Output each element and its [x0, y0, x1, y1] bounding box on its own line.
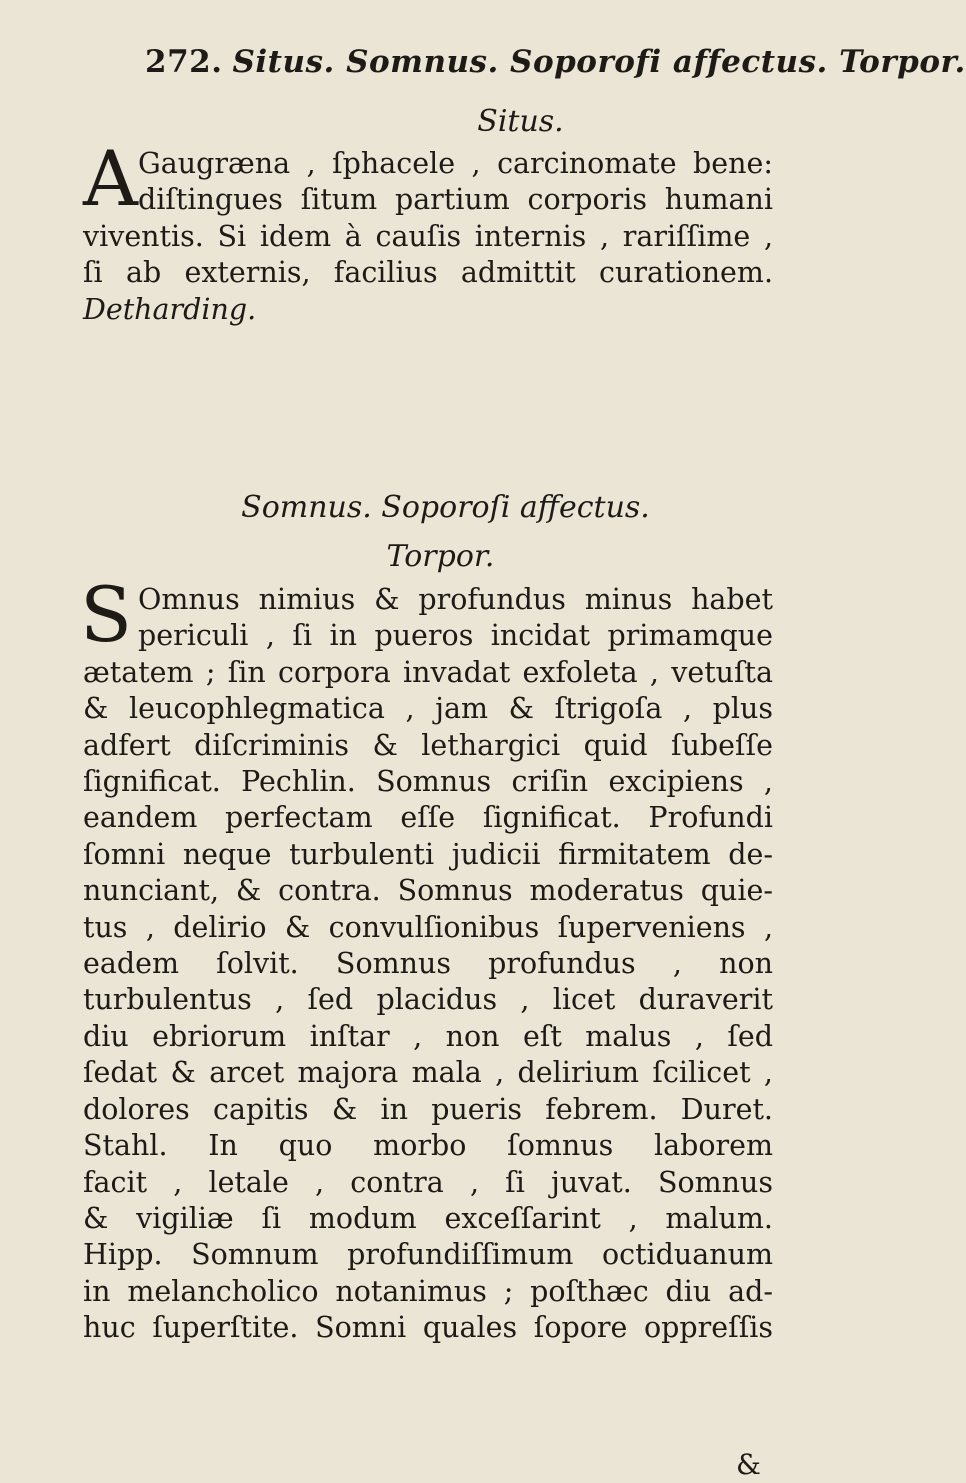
section-heading-situs: Situs.: [477, 104, 564, 139]
drop-cap-s: S: [80, 570, 133, 659]
section-heading-somnus: Somnus. Soporoſi affectus.: [241, 490, 650, 525]
text-line: eandem perfectam eſſe ſignificat. Profundi: [83, 801, 773, 835]
section-heading-torpor: Torpor.: [386, 539, 495, 574]
text-line-author: Detharding.: [83, 292, 257, 326]
text-line: & vigiliæ ſi modum exceſſarint , malum.: [83, 1201, 773, 1235]
text-line: dolores capitis & in pueris febrem. Duret.: [83, 1092, 773, 1126]
paragraph-somnus: [83, 582, 773, 1347]
text-line: Stahl. In quo morbo ſomnus laborem: [83, 1129, 773, 1163]
text-line: eadem ſolvit. Somnus profundus , non: [83, 947, 773, 981]
paragraph-situs: [83, 146, 773, 328]
text-line: diſtingues ſitum partium corporis humani: [138, 183, 773, 217]
text-line: adfert diſcriminis & lethargici quid ſubeſſe: [83, 728, 773, 762]
text-line: viventis. Si idem à cauſis internis , rariſſime ,: [83, 219, 773, 253]
text-line: nunciant, & contra. Somnus moderatus quie-: [83, 874, 773, 908]
text-line: & leucophlegmatica , jam & ſtrigoſa , plus: [83, 692, 773, 726]
running-head: [145, 44, 966, 80]
text-line: ætatem ; ſin corpora invadat exfoleta , vetuſta: [83, 655, 773, 689]
text-line: ſomni neque turbulenti judicii firmitatem de-: [83, 837, 773, 871]
running-title: Situs. Somnus. Soporofi affectus. Torpor.: [232, 44, 966, 80]
text-line: turbulentus , ſed placidus , licet duraverit: [83, 983, 773, 1017]
drop-cap-a: A: [83, 134, 138, 223]
text-line: huc ſuperſtite. Somni quales ſopore oppreſſis: [83, 1311, 773, 1345]
text-line: periculi , ſi in pueros incidat primamque: [138, 619, 773, 653]
text-line: Gaugræna , ſphacele , carcinomate bene:: [138, 147, 773, 180]
text-line: facit , letale , contra , ſi juvat. Somnus: [83, 1165, 773, 1199]
catchword: &: [736, 1448, 761, 1481]
text-line: in melancholico notanimus ; poſthæc diu ad-: [83, 1274, 773, 1308]
text-line: diu ebriorum inſtar , non eſt malus , ſed: [83, 1019, 773, 1053]
text-line: Omnus nimius & profundus minus habet: [138, 583, 773, 616]
text-line: ſi ab externis, facilius admittit curationem.: [83, 256, 773, 290]
page-number: 272.: [145, 44, 223, 80]
text-line: Hipp. Somnum profundiſſimum octiduanum: [83, 1238, 773, 1272]
text-line: ſignificat. Pechlin. Somnus criſin excipiens ,: [83, 765, 773, 799]
text-line: ſedat & arcet majora mala , delirium ſcilicet ,: [83, 1056, 773, 1090]
text-line: tus , delirio & convulſionibus ſuperveniens ,: [83, 910, 773, 944]
